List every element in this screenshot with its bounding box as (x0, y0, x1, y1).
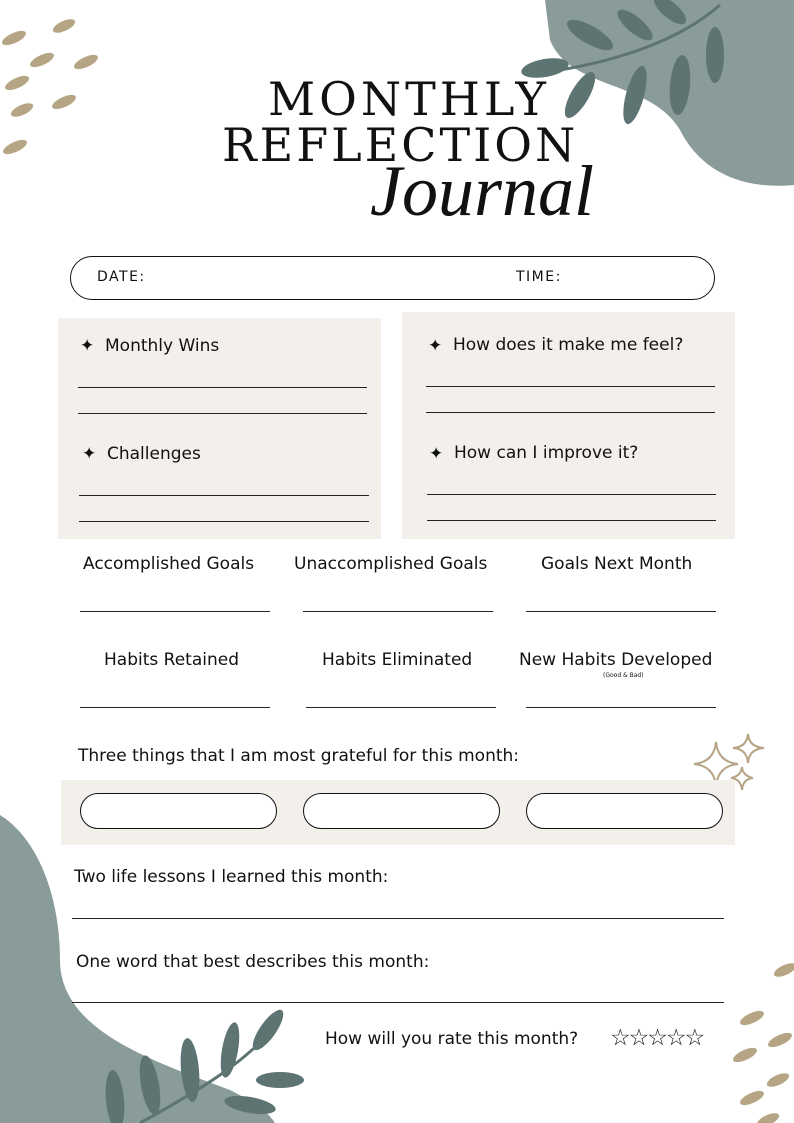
gratitude-field-1[interactable] (80, 793, 277, 829)
bullet-icon: ✦ (80, 336, 95, 356)
answer-line[interactable] (72, 1002, 724, 1003)
gratitude-field-3[interactable] (526, 793, 723, 829)
answer-line[interactable] (526, 611, 716, 612)
challenges-label: Challenges (107, 444, 201, 464)
answer-line[interactable] (306, 707, 496, 708)
gratitude-label: Three things that I am most grateful for this month: (78, 746, 520, 766)
monthly-wins-label: Monthly Wins (105, 336, 220, 356)
bullet-icon: ✦ (429, 444, 444, 464)
answer-line[interactable] (79, 495, 369, 496)
title-line-2: REFLECTION (222, 118, 579, 172)
one-word-label: One word that best describes this month: (76, 952, 430, 972)
title-script: Journal (370, 151, 594, 231)
tan-dashes-top-left (0, 16, 100, 157)
bullet-icon: ✦ (428, 336, 443, 356)
answer-line[interactable] (80, 707, 270, 708)
star-rating[interactable]: ☆☆☆☆☆ (610, 1025, 704, 1051)
lessons-label: Two life lessons I learned this month: (74, 867, 389, 887)
answer-line[interactable] (78, 413, 367, 414)
tan-dashes-bottom-right (731, 960, 794, 1123)
answer-line[interactable] (80, 611, 270, 612)
accomplished-goals-label: Accomplished Goals (83, 554, 255, 574)
rating-label: How will you rate this month? (325, 1029, 579, 1049)
time-label: TIME: (516, 269, 562, 285)
gratitude-field-2[interactable] (303, 793, 500, 829)
bullet-icon: ✦ (82, 444, 97, 464)
answer-line[interactable] (426, 412, 715, 413)
answer-line[interactable] (78, 387, 367, 388)
new-habits-label: New Habits Developed (519, 650, 713, 670)
date-time-field[interactable] (70, 256, 715, 300)
improve-label: How can I improve it? (454, 443, 639, 463)
unaccomplished-goals-label: Unaccomplished Goals (294, 554, 488, 574)
title-line-1: MONTHLY (268, 72, 550, 126)
date-label: DATE: (97, 269, 146, 285)
habits-eliminated-label: Habits Eliminated (322, 650, 473, 670)
answer-line[interactable] (303, 611, 493, 612)
answer-line[interactable] (72, 918, 724, 919)
goals-next-month-label: Goals Next Month (541, 554, 693, 574)
answer-line[interactable] (526, 707, 716, 708)
answer-line[interactable] (427, 494, 716, 495)
answer-line[interactable] (426, 386, 715, 387)
answer-line[interactable] (427, 520, 716, 521)
feel-label: How does it make me feel? (453, 335, 684, 355)
habits-retained-label: Habits Retained (104, 650, 239, 670)
answer-line[interactable] (79, 521, 369, 522)
habits-note: (Good & Bad) (603, 672, 644, 679)
